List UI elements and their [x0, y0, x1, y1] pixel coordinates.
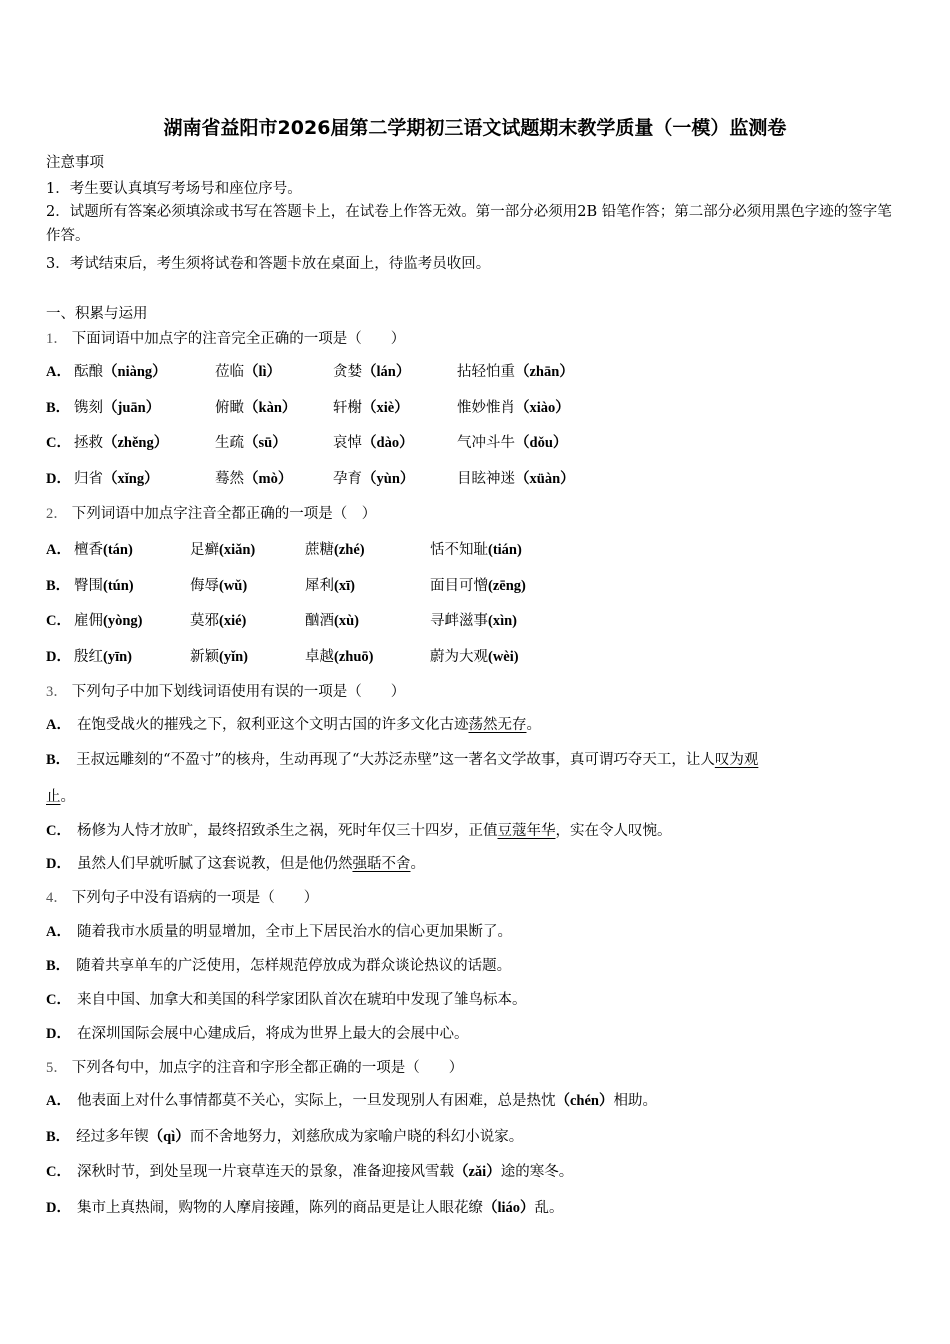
word-item	[305, 538, 365, 559]
word: 哀悼	[333, 435, 362, 451]
option-label: A．	[46, 542, 71, 558]
pinyin: （zǎi）	[453, 1164, 501, 1180]
question-text: 下列词语中加点字注音全都正确的一项是（ ）	[71, 506, 377, 522]
pinyin: (xiǎn)	[219, 542, 256, 558]
question-text: 下列句子中加下划线词语使用有误的一项是（ ）	[71, 684, 406, 700]
question-number: 5．	[46, 1060, 68, 1076]
option-label: C．	[46, 823, 71, 839]
question-number: 3．	[46, 684, 68, 700]
q2-option-a[interactable]	[46, 538, 77, 559]
q1-option-c[interactable]	[46, 431, 77, 452]
pinyin: (tún)	[103, 578, 134, 594]
q4-option-b[interactable]	[46, 954, 511, 975]
pinyin: （mò）	[244, 471, 293, 487]
pinyin: （xiào）	[515, 400, 570, 416]
question-number: 2．	[46, 506, 68, 522]
word: 莫邪	[190, 613, 219, 629]
option-label: B．	[46, 400, 71, 416]
underlined-word: 强聒不舍	[352, 856, 411, 872]
q4-option-d[interactable]	[46, 1022, 468, 1043]
pinyin: (yǐn)	[219, 649, 248, 665]
underlined-word: 叹为观	[714, 752, 759, 768]
pinyin: (xù)	[334, 613, 359, 629]
question-text: 下面词语中加点字的注音完全正确的一项是（ ）	[71, 331, 406, 347]
section-heading: 一、积累与运用	[46, 306, 148, 322]
word-item	[333, 396, 409, 417]
word: 殷红	[74, 649, 103, 665]
word-item	[74, 609, 142, 630]
word: 蔗糖	[305, 542, 334, 558]
word: 侮辱	[190, 578, 219, 594]
word-item	[305, 574, 355, 595]
option-text: 经过多年锲	[76, 1129, 149, 1145]
option-text-end: 乱。	[534, 1200, 564, 1216]
q5-option-d[interactable]	[46, 1196, 564, 1217]
question-text: 下列各句中，加点字的注音和字形全都正确的一项是（ ）	[71, 1060, 464, 1076]
option-label: C．	[46, 435, 71, 451]
q2-option-c[interactable]	[46, 609, 77, 630]
pinyin: （chén）	[555, 1093, 614, 1109]
pinyin: （dào）	[362, 435, 414, 451]
pinyin: （juān）	[103, 400, 161, 416]
pinyin: （sū）	[244, 435, 287, 451]
pinyin: （zhěng）	[103, 435, 169, 451]
word: 臀围	[74, 578, 103, 594]
pinyin: (tán)	[103, 542, 133, 558]
word-item	[190, 645, 248, 666]
q3-option-d[interactable]	[46, 852, 425, 873]
word: 莅临	[215, 364, 244, 380]
word-item	[430, 538, 522, 559]
word-item	[430, 645, 519, 666]
word-item	[215, 431, 287, 452]
word: 蓦然	[215, 471, 244, 487]
option-label: C．	[46, 1164, 71, 1180]
pinyin: (zhuō)	[334, 649, 374, 665]
pinyin: （niàng）	[103, 364, 167, 380]
question-2-stem	[46, 502, 376, 523]
option-label: D．	[46, 1200, 71, 1216]
pinyin: (zhé)	[334, 542, 365, 558]
word-item	[430, 609, 517, 630]
word: 镌刻	[74, 400, 103, 416]
q1-option-a[interactable]	[46, 360, 77, 381]
pinyin: (xī)	[334, 578, 355, 594]
pinyin: (yīn)	[103, 649, 132, 665]
pinyin: （qì）	[148, 1129, 190, 1145]
option-label: A．	[46, 924, 71, 940]
underlined-word: 豆蔻年华	[497, 823, 556, 839]
word-item	[305, 609, 359, 630]
pinyin: （dǒu）	[515, 435, 568, 451]
word: 归省	[74, 471, 103, 487]
option-text-end: 。	[526, 717, 541, 733]
word-item	[190, 609, 246, 630]
word-item	[74, 396, 160, 417]
word: 贪婪	[333, 364, 362, 380]
option-text: 他表面上对什么事情都莫不关心，实际上，一旦发现别人有困难，总是热忱	[76, 1093, 556, 1109]
word: 轩榭	[333, 400, 362, 416]
notice-item-2: 2．试题所有答案必须填涂或书写在答题卡上，在试卷上作答无效。第一部分必须用2B 铅笔作答；第二部分必须用黑色字迹的签字笔作答。	[46, 204, 892, 244]
option-label: A．	[46, 1093, 71, 1109]
underlined-word-continued: 止	[46, 789, 61, 805]
pinyin: （zhān）	[515, 364, 574, 380]
option-text: 在深圳国际会展中心建成后，将成为世界上最大的会展中心。	[76, 1026, 469, 1042]
option-text-end: 。	[60, 789, 75, 805]
option-text: 深秋时节，到处呈现一片衰草连天的景象，准备迎接风雪载	[76, 1164, 454, 1180]
word-item	[457, 467, 575, 488]
word-item	[190, 574, 247, 595]
word-item	[74, 360, 167, 381]
pinyin: (yòng)	[103, 613, 143, 629]
word: 酝酿	[74, 364, 103, 380]
option-text: 来自中国、加拿大和美国的科学家团队首次在琥珀中发现了雏鸟标本。	[76, 992, 527, 1008]
question-1-stem	[46, 327, 405, 348]
option-text: 虽然人们早就听腻了这套说教，但是他仍然	[76, 856, 353, 872]
q5-option-b[interactable]	[46, 1125, 523, 1146]
word: 孕育	[333, 471, 362, 487]
word: 蔚为大观	[430, 649, 488, 665]
option-label: D．	[46, 1026, 71, 1042]
page-title: 湖南省益阳市2026届第二学期初三语文试题期末教学质量（一模）监测卷	[163, 117, 787, 139]
option-label: C．	[46, 992, 71, 1008]
word: 惟妙惟肖	[457, 400, 515, 416]
underlined-word: 荡然无存	[468, 717, 527, 733]
word-item	[457, 431, 567, 452]
word-item	[333, 467, 414, 488]
word: 面目可憎	[430, 578, 488, 594]
q3-option-a[interactable]	[46, 713, 541, 734]
option-label: B．	[46, 1129, 71, 1145]
question-4-stem	[46, 886, 318, 907]
word-item	[457, 396, 570, 417]
pinyin: （xüàn）	[515, 471, 575, 487]
word: 酗酒	[305, 613, 334, 629]
q3-option-b-continued	[46, 785, 75, 806]
word: 足癣	[190, 542, 219, 558]
q2-option-d[interactable]	[46, 645, 77, 666]
word-item	[457, 360, 574, 381]
option-text-end: 。	[410, 856, 425, 872]
option-text-end: ，实在令人叹惋。	[555, 823, 672, 839]
pinyin: (xìn)	[488, 613, 517, 629]
question-number: 4．	[46, 890, 68, 906]
word: 新颖	[190, 649, 219, 665]
word-item	[215, 467, 292, 488]
word-item	[74, 467, 159, 488]
word-item	[190, 538, 255, 559]
q3-option-c[interactable]	[46, 819, 671, 840]
pinyin: （liáo）	[482, 1200, 535, 1216]
q5-option-c[interactable]	[46, 1160, 573, 1181]
word-item	[430, 574, 526, 595]
word-item	[74, 538, 133, 559]
word: 寻衅滋事	[430, 613, 488, 629]
word: 犀利	[305, 578, 334, 594]
word: 气冲斗牛	[457, 435, 515, 451]
option-text: 随着共享单车的广泛使用，怎样规范停放成为群众谈论热议的话题。	[76, 958, 512, 974]
pinyin: (xié)	[219, 613, 247, 629]
option-label: A．	[46, 717, 71, 733]
option-label: A．	[46, 364, 71, 380]
word-item	[215, 396, 296, 417]
q1-option-d[interactable]	[46, 467, 77, 488]
q3-option-b[interactable]	[46, 748, 758, 769]
option-label: D．	[46, 856, 71, 872]
pinyin: （kàn）	[244, 400, 297, 416]
pinyin: (tián)	[488, 542, 522, 558]
notice-item-3: 3．考试结束后，考生须将试卷和答题卡放在桌面上，待监考员收回。	[46, 256, 491, 272]
pinyin: （xǐng）	[103, 471, 159, 487]
option-label: D．	[46, 471, 71, 487]
word: 生疏	[215, 435, 244, 451]
word-item	[74, 645, 132, 666]
word: 恬不知耻	[430, 542, 488, 558]
q1-option-b[interactable]	[46, 396, 76, 417]
option-text: 王叔远雕刻的“不盈寸”的核舟，生动再现了“大苏泛赤壁”这一著名文学故事，真可谓巧夺天工，让人	[76, 752, 715, 768]
option-label: C．	[46, 613, 71, 629]
option-text-end: 而不舍地努力，刘慈欣成为家喻户晓的科幻小说家。	[189, 1129, 524, 1145]
q4-option-a[interactable]	[46, 920, 512, 941]
pinyin: （xiè）	[362, 400, 409, 416]
option-text: 杨修为人恃才放旷，最终招致杀生之祸，死时年仅三十四岁，正值	[76, 823, 498, 839]
option-text-end: 相助。	[613, 1093, 657, 1109]
option-text: 随着我市水质量的明显增加，全市上下居民治水的信心更加果断了。	[76, 924, 512, 940]
pinyin: （yùn）	[362, 471, 415, 487]
question-3-stem	[46, 680, 405, 701]
word-item	[215, 360, 281, 381]
word: 目眩神迷	[457, 471, 515, 487]
option-text-end: 途的寒冬。	[500, 1164, 574, 1180]
word-item	[74, 574, 134, 595]
notice-item-1: 1．考生要认真填写考场号和座位序号。	[46, 181, 302, 197]
option-label: B．	[46, 752, 71, 768]
pinyin: （lì）	[244, 364, 282, 380]
pinyin: (wèi)	[488, 649, 519, 665]
word-item	[333, 360, 410, 381]
word: 俯瞰	[215, 400, 244, 416]
word-item	[333, 431, 414, 452]
q4-option-c[interactable]	[46, 988, 526, 1009]
pinyin: （lán）	[362, 364, 411, 380]
question-5-stem	[46, 1056, 463, 1077]
question-number: 1．	[46, 331, 68, 347]
q5-option-a[interactable]	[46, 1089, 657, 1110]
pinyin: (zēng)	[488, 578, 526, 594]
word-item	[74, 431, 168, 452]
word-item	[305, 645, 373, 666]
q2-option-b[interactable]	[46, 574, 76, 595]
option-text: 集市上真热闹，购物的人摩肩接踵，陈列的商品更是让人眼花缭	[76, 1200, 483, 1216]
option-label: B．	[46, 578, 71, 594]
option-text: 在饱受战火的摧残之下，叙利亚这个文明古国的许多文化古迹	[76, 717, 469, 733]
pinyin: (wǔ)	[219, 578, 248, 594]
word: 雇佣	[74, 613, 103, 629]
word: 卓越	[305, 649, 334, 665]
notice-heading: 注意事项	[46, 155, 104, 171]
word: 拯救	[74, 435, 103, 451]
question-text: 下列句子中没有语病的一项是（ ）	[71, 890, 319, 906]
word: 拈轻怕重	[457, 364, 515, 380]
option-label: D．	[46, 649, 71, 665]
option-label: B．	[46, 958, 71, 974]
word: 檀香	[74, 542, 103, 558]
